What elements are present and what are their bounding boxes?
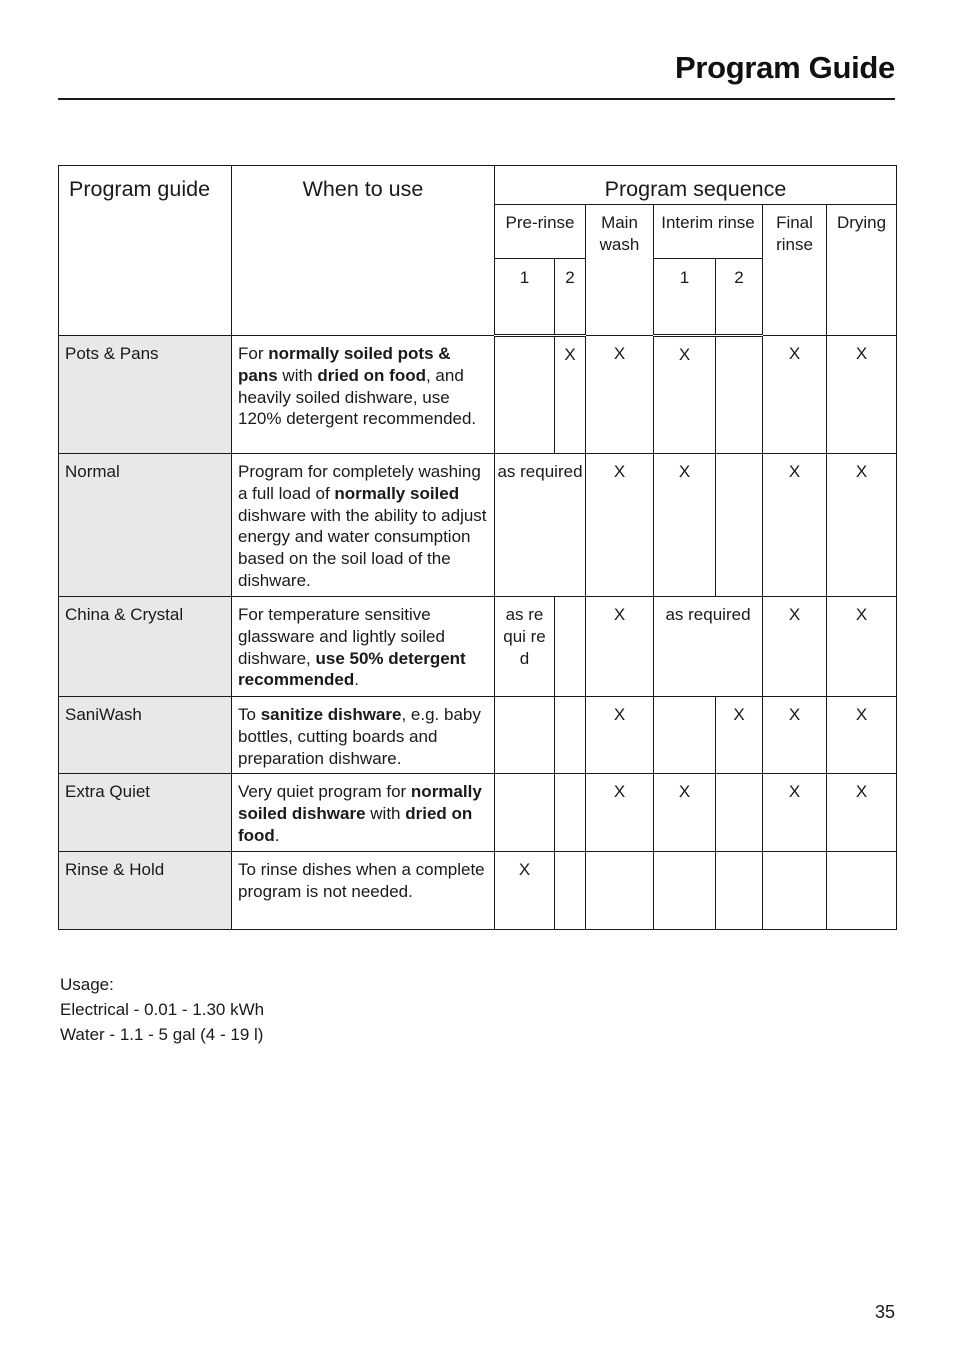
header-when-to-use: When to use <box>232 166 495 336</box>
main-wash-cell: X <box>586 697 654 774</box>
description-text: For temperature sensitive glassware and lightly soiled dishware, <box>238 605 445 668</box>
description-bold-text: dried on food <box>238 804 473 845</box>
program-description <box>232 697 495 774</box>
description-text: . <box>354 670 359 690</box>
interim-rinse-2-cell <box>716 336 763 454</box>
final-rinse-cell: X <box>763 597 827 697</box>
program-description <box>232 852 495 930</box>
program-name: Rinse & Hold <box>59 852 232 930</box>
description-bold-text: dried on food <box>317 365 426 385</box>
interim-rinse-merged-cell: as required <box>654 597 763 697</box>
interim-rinse-2-cell <box>716 852 763 930</box>
program-name: SaniWash <box>59 697 232 774</box>
usage-label: Usage: <box>60 975 114 994</box>
description-text: For <box>238 344 269 363</box>
interim-rinse-1-cell <box>654 697 716 774</box>
program-name: Pots & Pans <box>59 336 232 454</box>
drying-cell: X <box>827 336 897 454</box>
program-name: Normal <box>59 454 232 597</box>
pre-rinse-2-cell <box>555 597 586 697</box>
description-bold-text: normally soiled pots & pans <box>238 344 451 385</box>
pre-rinse-2-cell <box>555 852 586 930</box>
program-description <box>232 336 495 454</box>
main-wash-cell: X <box>586 336 654 454</box>
interim-rinse-2-cell <box>716 454 763 597</box>
pre-rinse-2-cell <box>555 774 586 852</box>
final-rinse-cell: X <box>763 336 827 454</box>
drying-cell: X <box>827 697 897 774</box>
description-bold-text: sanitize dishware <box>260 705 402 724</box>
interim-rinse-1-cell: X <box>654 774 716 852</box>
description-text: with <box>365 804 406 824</box>
program-name: Extra Quiet <box>59 774 232 852</box>
pre-rinse-1-cell <box>495 697 555 774</box>
description-text: . <box>274 825 280 845</box>
program-description <box>232 597 495 697</box>
description-bold-text: normally soiled dishware <box>238 782 482 824</box>
table-row <box>59 336 897 454</box>
interim-rinse-2-cell <box>716 774 763 852</box>
page-number: 35 <box>874 1302 895 1322</box>
description-text: To <box>238 705 261 724</box>
header-pre-rinse: Pre-rinse <box>495 205 586 259</box>
description-text: Very quiet program for <box>238 782 411 802</box>
pre-rinse-1-cell <box>495 774 555 852</box>
pre-rinse-2-cell: X <box>555 336 586 454</box>
usage-water: Water - 1.1 - 5 gal (4 - 19 l) <box>60 1025 264 1044</box>
description-bold-text: normally soiled <box>334 483 460 503</box>
description-text: dishware with the ability to adjust energy and water consumption based on the soil load of the dishware. <box>238 505 487 590</box>
pre-rinse-2-cell <box>555 697 586 774</box>
header-interim-rinse-1: 1 <box>654 259 716 336</box>
program-description <box>232 454 495 597</box>
final-rinse-cell: X <box>763 774 827 852</box>
interim-rinse-1-cell: X <box>654 336 716 454</box>
header-row-1 <box>59 166 897 205</box>
interim-rinse-1-cell <box>654 852 716 930</box>
description-text: with <box>277 365 318 385</box>
drying-cell: X <box>827 454 897 597</box>
pre-rinse-1-cell: X <box>495 852 555 930</box>
description-text: To rinse dishes when a complete program is not needed. <box>238 860 485 902</box>
table-row <box>59 454 897 597</box>
final-rinse-cell <box>763 852 827 930</box>
program-description <box>232 774 495 852</box>
header-program-guide: Program guide <box>59 166 232 336</box>
description-text: , e.g. baby bottles, cutting boards and preparation dishware. <box>238 705 481 768</box>
usage-notes <box>60 972 264 1047</box>
program-guide-table <box>58 165 897 930</box>
table-row <box>59 697 897 774</box>
final-rinse-cell: X <box>763 697 827 774</box>
description-text: Program for completely washing a full load of <box>238 462 481 503</box>
main-wash-cell: X <box>586 774 654 852</box>
header-program-sequence: Program sequence <box>495 166 897 205</box>
header-pre-rinse-2: 2 <box>555 259 586 336</box>
table-row <box>59 774 897 852</box>
header-final-rinse: Final rinse <box>763 205 827 336</box>
title-divider <box>58 98 895 100</box>
drying-cell <box>827 852 897 930</box>
page-title: Program Guide <box>674 50 895 85</box>
program-name: China & Crystal <box>59 597 232 697</box>
description-bold-text: use 50% detergent recommended <box>238 648 466 690</box>
interim-rinse-2-cell: X <box>716 697 763 774</box>
drying-cell: X <box>827 597 897 697</box>
interim-rinse-1-cell: X <box>654 454 716 597</box>
header-drying: Drying <box>827 205 897 336</box>
pre-rinse-1-cell: as requi red <box>495 597 555 697</box>
description-text: , and heavily soiled dishware, use 120% detergent recommended. <box>238 365 477 429</box>
pre-rinse-1-cell <box>495 336 555 454</box>
header-interim-rinse: Interim rinse <box>654 205 763 259</box>
main-wash-cell <box>586 852 654 930</box>
pre-rinse-merged-cell: as required <box>495 454 586 597</box>
header-main-wash: Main wash <box>586 205 654 336</box>
header-interim-rinse-2: 2 <box>716 259 763 336</box>
main-wash-cell: X <box>586 597 654 697</box>
final-rinse-cell: X <box>763 454 827 597</box>
header-pre-rinse-1: 1 <box>495 259 555 336</box>
main-wash-cell: X <box>586 454 654 597</box>
table-row <box>59 597 897 697</box>
drying-cell: X <box>827 774 897 852</box>
table-row <box>59 852 897 930</box>
usage-electrical: Electrical - 0.01 - 1.30 kWh <box>60 1000 265 1019</box>
